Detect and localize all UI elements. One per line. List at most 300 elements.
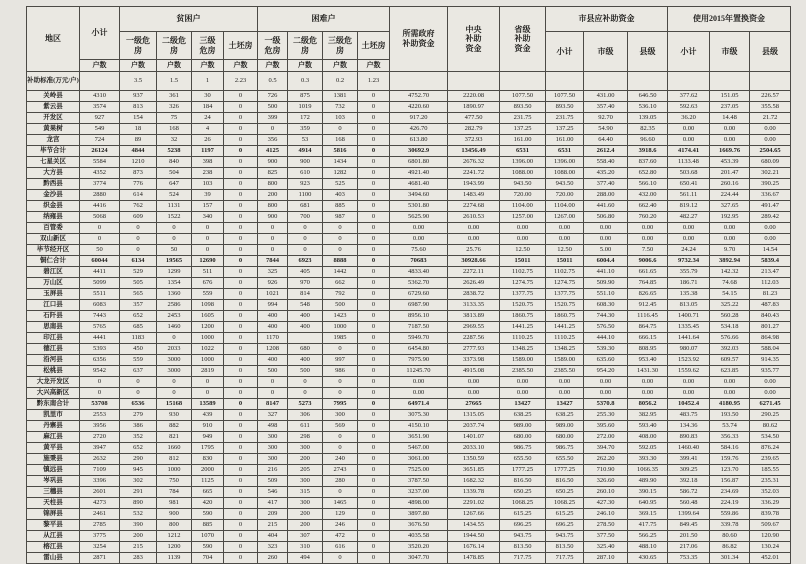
- value-cell: 3574: [80, 102, 120, 113]
- value-cell: 483.75: [668, 410, 710, 421]
- value-cell: 0: [358, 443, 390, 454]
- value-cell: 1442: [323, 267, 358, 278]
- value-cell: 283: [120, 553, 157, 564]
- value-cell: 15168: [157, 399, 192, 410]
- value-cell: 1104.00: [546, 201, 584, 212]
- value-cell: 80.60: [710, 531, 750, 542]
- value-cell: 390: [120, 520, 157, 531]
- value-cell: 1350.59: [448, 454, 500, 465]
- value-cell: 15011: [546, 256, 584, 267]
- table-row: [27, 289, 791, 300]
- value-cell: 352: [120, 432, 157, 443]
- value-cell: 309.25: [668, 465, 710, 476]
- value-cell: 885: [323, 201, 358, 212]
- value-cell: 400: [258, 311, 288, 322]
- value-cell: 1110.25: [500, 333, 546, 344]
- value-cell: 1943.99: [448, 179, 500, 190]
- value-cell: 1315.05: [448, 410, 500, 421]
- value-cell: 32: [157, 135, 192, 146]
- value-cell: 0.00: [390, 377, 448, 388]
- table-row: [27, 542, 791, 553]
- value-cell: 1890.97: [448, 102, 500, 113]
- value-cell: 0: [358, 542, 390, 553]
- value-cell: 4681.40: [390, 179, 448, 190]
- value-cell: 614: [120, 190, 157, 201]
- header-households: 户数: [157, 60, 192, 72]
- value-cell: 588.04: [750, 344, 791, 355]
- region-cell: 沿河县: [27, 355, 80, 366]
- value-cell: 5301.80: [390, 201, 448, 212]
- value-cell: 0.00: [500, 377, 546, 388]
- value-cell: 0.00: [448, 223, 500, 234]
- region-cell: 榕江县: [27, 542, 80, 553]
- value-cell: 12.50: [500, 245, 546, 256]
- value-cell: 300: [288, 498, 323, 509]
- table-row: [27, 344, 791, 355]
- table-row: [27, 333, 791, 344]
- value-cell: 1423: [323, 311, 358, 322]
- value-cell: 994: [258, 300, 288, 311]
- value-cell: 404: [258, 531, 288, 542]
- value-cell: 8147: [258, 399, 288, 410]
- value-cell: 184: [192, 102, 224, 113]
- value-cell: 290.25: [750, 410, 791, 421]
- value-cell: 665: [192, 487, 224, 498]
- value-cell: 0: [358, 366, 390, 377]
- region-cell: 黔东南合计: [27, 399, 80, 410]
- value-cell: 1274.75: [546, 278, 584, 289]
- value-cell: 1274.75: [500, 278, 546, 289]
- value-cell: 0.00: [710, 377, 750, 388]
- value-cell: 3254: [80, 542, 120, 553]
- value-cell: 1102.75: [546, 267, 584, 278]
- value-cell: 615.25: [500, 509, 546, 520]
- value-cell: 3396: [80, 476, 120, 487]
- value-cell: 900: [288, 157, 323, 168]
- value-cell: 2272.11: [448, 267, 500, 278]
- value-cell: 0: [358, 113, 390, 124]
- value-cell: 666.15: [628, 333, 668, 344]
- value-cell: 300: [258, 443, 288, 454]
- value-cell: 0: [358, 267, 390, 278]
- value-cell: 1676.14: [448, 542, 500, 553]
- value-cell: 154: [120, 113, 157, 124]
- header-diff-grade2: 二级危房: [288, 32, 323, 60]
- value-cell: 6729.60: [390, 289, 448, 300]
- value-cell: 0: [80, 377, 120, 388]
- value-cell: 611: [288, 421, 323, 432]
- header-subtotal: 小计: [80, 7, 120, 60]
- value-cell: 2241.72: [448, 168, 500, 179]
- value-cell: 2385.50: [500, 366, 546, 377]
- value-cell: 1200: [157, 542, 192, 553]
- value-cell: 2612.4: [584, 146, 628, 157]
- value-cell: 0: [323, 344, 358, 355]
- value-cell: 559: [192, 289, 224, 300]
- value-cell: 0: [224, 157, 258, 168]
- value-cell: 491.47: [750, 201, 791, 212]
- table-row: [27, 168, 791, 179]
- value-cell: 0.00: [668, 124, 710, 135]
- value-cell: 0.00: [500, 223, 546, 234]
- value-cell: 200: [258, 190, 288, 201]
- header-replacement-group: 使用2015年置换资金: [668, 7, 791, 32]
- table-row: [27, 245, 791, 256]
- value-cell: 2291.02: [448, 498, 500, 509]
- region-cell: 碧江区: [27, 267, 80, 278]
- value-cell: 655.50: [500, 454, 546, 465]
- value-cell: 590: [192, 509, 224, 520]
- value-cell: 0: [358, 102, 390, 113]
- value-cell: 0: [358, 487, 390, 498]
- value-cell: [584, 72, 628, 91]
- value-cell: 417.75: [628, 520, 668, 531]
- value-cell: 764.85: [628, 278, 668, 289]
- value-cell: 0: [192, 377, 224, 388]
- header-households: 户数: [224, 60, 258, 72]
- value-cell: 1257.00: [500, 212, 546, 223]
- value-cell: 302: [120, 476, 157, 487]
- value-cell: 327: [258, 410, 288, 421]
- value-cell: 7844: [258, 256, 288, 267]
- value-cell: 326.60: [584, 476, 628, 487]
- value-cell: 2969.55: [448, 322, 500, 333]
- value-cell: 1000: [192, 333, 224, 344]
- value-cell: 0: [288, 388, 323, 399]
- header-cc-county: 县级: [628, 32, 668, 72]
- value-cell: 893.50: [500, 102, 546, 113]
- value-cell: 0: [358, 190, 390, 201]
- value-cell: 0.00: [710, 223, 750, 234]
- value-cell: 2461: [80, 509, 120, 520]
- value-cell: 477.50: [448, 113, 500, 124]
- value-cell: 237.05: [710, 102, 750, 113]
- value-cell: 1483.49: [448, 190, 500, 201]
- value-cell: 943.50: [500, 179, 546, 190]
- value-cell: 19565: [157, 256, 192, 267]
- value-cell: 0: [80, 388, 120, 399]
- value-cell: 0: [224, 553, 258, 564]
- value-cell: 0: [358, 300, 390, 311]
- value-cell: 534.18: [710, 322, 750, 333]
- header-rep-subtotal: 小计: [668, 32, 710, 72]
- value-cell: 500: [258, 102, 288, 113]
- value-cell: 4915.08: [448, 366, 500, 377]
- value-cell: 0: [157, 234, 192, 245]
- value-cell: 0: [288, 223, 323, 234]
- value-cell: 235.31: [750, 476, 791, 487]
- value-cell: 0.00: [390, 234, 448, 245]
- value-cell: 417: [258, 498, 288, 509]
- value-cell: 1021: [258, 289, 288, 300]
- value-cell: 525: [323, 179, 358, 190]
- value-cell: 914.35: [750, 355, 791, 366]
- value-cell: 392.18: [668, 476, 710, 487]
- value-cell: 1460.40: [668, 443, 710, 454]
- value-cell: 339.78: [710, 520, 750, 531]
- value-cell: 12.50: [546, 245, 584, 256]
- value-cell: 926: [258, 278, 288, 289]
- value-cell: 0: [157, 333, 192, 344]
- value-cell: 717.75: [500, 553, 546, 564]
- value-cell: 1348.25: [500, 344, 546, 355]
- value-cell: 246.10: [584, 509, 628, 520]
- value-cell: 390.25: [750, 179, 791, 190]
- value-cell: 8888: [323, 256, 358, 267]
- value-cell: 0: [192, 223, 224, 234]
- value-cell: 0: [157, 223, 192, 234]
- value-cell: 6083: [80, 300, 120, 311]
- value-cell: 534.50: [750, 432, 791, 443]
- value-cell: 399: [258, 113, 288, 124]
- value-cell: 30928.66: [448, 256, 500, 267]
- value-cell: 0: [157, 388, 192, 399]
- value-cell: 3775: [80, 531, 120, 542]
- value-cell: 0: [358, 256, 390, 267]
- value-cell: 0: [224, 366, 258, 377]
- value-cell: 720.00: [546, 190, 584, 201]
- value-cell: [668, 72, 710, 91]
- value-cell: 2033: [157, 344, 192, 355]
- value-cell: 0: [224, 102, 258, 113]
- value-cell: 509: [258, 476, 288, 487]
- value-cell: 1212: [157, 531, 192, 542]
- value-cell: 200: [288, 520, 323, 531]
- value-cell: 64.40: [584, 135, 628, 146]
- table-row: [27, 322, 791, 333]
- value-cell: 849.45: [668, 520, 710, 531]
- table-sheet: [26, 6, 791, 564]
- value-cell: 561.11: [668, 190, 710, 201]
- value-cell: 0: [192, 234, 224, 245]
- value-cell: 103: [192, 179, 224, 190]
- value-cell: 0: [323, 388, 358, 399]
- table-row: [27, 124, 791, 135]
- value-cell: 13456.49: [448, 146, 500, 157]
- value-cell: 356.33: [710, 432, 750, 443]
- value-cell: 0: [323, 432, 358, 443]
- value-cell: 0: [358, 553, 390, 564]
- value-cell: 1434: [323, 157, 358, 168]
- value-cell: 989.00: [546, 421, 584, 432]
- value-cell: 142.32: [710, 267, 750, 278]
- value-cell: 0.00: [668, 135, 710, 146]
- value-cell: 24.24: [668, 245, 710, 256]
- value-cell: 310: [288, 542, 323, 553]
- value-cell: 6801.80: [390, 157, 448, 168]
- value-cell: 0: [224, 146, 258, 157]
- value-cell: 7995: [323, 399, 358, 410]
- value-cell: 0: [358, 498, 390, 509]
- value-cell: 986: [323, 366, 358, 377]
- region-cell: 麻江县: [27, 432, 80, 443]
- value-cell: 0: [224, 520, 258, 531]
- value-cell: 4921.40: [390, 168, 448, 179]
- value-cell: 2720: [80, 432, 120, 443]
- value-cell: 0.00: [546, 377, 584, 388]
- value-cell: 3947: [80, 443, 120, 454]
- value-cell: 7525.00: [390, 465, 448, 476]
- value-cell: 426.70: [390, 124, 448, 135]
- value-cell: 1102.75: [500, 267, 546, 278]
- value-cell: 359: [288, 124, 323, 135]
- value-cell: 943.75: [500, 531, 546, 542]
- value-cell: 837.60: [628, 157, 668, 168]
- value-cell: 137.25: [546, 124, 584, 135]
- value-cell: 813.50: [546, 542, 584, 553]
- value-cell: 592.05: [628, 443, 668, 454]
- region-cell: 江口县: [27, 300, 80, 311]
- value-cell: 0: [224, 234, 258, 245]
- value-cell: 2871: [80, 553, 120, 564]
- value-cell: [710, 72, 750, 91]
- value-cell: 54.15: [710, 289, 750, 300]
- value-cell: 224.19: [710, 498, 750, 509]
- value-cell: 300: [288, 443, 323, 454]
- region-cell: 大兴高新区: [27, 388, 80, 399]
- value-cell: 610: [288, 168, 323, 179]
- value-cell: 650.25: [500, 487, 546, 498]
- value-cell: 680: [288, 344, 323, 355]
- value-cell: 637: [120, 366, 157, 377]
- table-body: [27, 72, 791, 564]
- value-cell: 0: [358, 355, 390, 366]
- region-cell: 天柱县: [27, 498, 80, 509]
- table-row: [27, 146, 791, 157]
- value-cell: 386: [120, 421, 157, 432]
- region-cell: 印江县: [27, 333, 80, 344]
- region-cell: 玉屏县: [27, 289, 80, 300]
- value-cell: 157: [192, 201, 224, 212]
- value-cell: 4352: [80, 168, 120, 179]
- region-cell: 丹寨县: [27, 421, 80, 432]
- value-cell: 910: [192, 421, 224, 432]
- value-cell: 750: [157, 476, 192, 487]
- value-cell: 1088.00: [546, 168, 584, 179]
- value-cell: 0: [323, 223, 358, 234]
- value-cell: 1070: [192, 531, 224, 542]
- value-cell: 0: [80, 234, 120, 245]
- value-cell: 732: [323, 102, 358, 113]
- value-cell: 372.93: [448, 135, 500, 146]
- value-cell: 937: [120, 91, 157, 102]
- value-cell: 0: [120, 223, 157, 234]
- value-cell: 5393: [80, 344, 120, 355]
- region-cell: 补助标准(万元/户): [27, 72, 80, 91]
- value-cell: 6454.80: [390, 344, 448, 355]
- value-cell: 873: [120, 168, 157, 179]
- value-cell: 86.82: [710, 542, 750, 553]
- value-cell: 0: [224, 190, 258, 201]
- value-cell: 369.15: [628, 509, 668, 520]
- value-cell: 800: [157, 520, 192, 531]
- value-cell: 298: [288, 432, 323, 443]
- value-cell: 503.68: [668, 168, 710, 179]
- header-rep-county: 县级: [750, 32, 791, 72]
- value-cell: 4441: [80, 333, 120, 344]
- region-cell: 铜仁合计: [27, 256, 80, 267]
- value-cell: 1985: [323, 333, 358, 344]
- value-cell: 801.27: [750, 322, 791, 333]
- value-cell: 186.71: [668, 278, 710, 289]
- value-cell: 288.00: [584, 190, 628, 201]
- value-cell: 0: [224, 201, 258, 212]
- value-cell: 3520.20: [390, 542, 448, 553]
- value-cell: 0.00: [500, 234, 546, 245]
- region-cell: 石阡县: [27, 311, 80, 322]
- value-cell: 685: [120, 322, 157, 333]
- value-cell: 800: [258, 179, 288, 190]
- value-cell: 0: [258, 234, 288, 245]
- value-cell: 546: [258, 487, 288, 498]
- value-cell: 646.50: [628, 91, 668, 102]
- value-cell: 930: [157, 410, 192, 421]
- value-cell: 300: [323, 410, 358, 421]
- value-cell: 0.5: [258, 72, 288, 91]
- value-cell: 1098: [192, 300, 224, 311]
- header-households: 户数: [258, 60, 288, 72]
- value-cell: 576.50: [584, 322, 628, 333]
- value-cell: 4180.95: [710, 399, 750, 410]
- value-cell: 876.24: [750, 443, 791, 454]
- value-cell: 1381: [323, 91, 358, 102]
- table-row: [27, 223, 791, 234]
- value-cell: 0: [358, 322, 390, 333]
- value-cell: 4844: [120, 146, 157, 157]
- value-cell: 5099: [80, 278, 120, 289]
- value-cell: 0: [358, 344, 390, 355]
- value-cell: 0: [224, 322, 258, 333]
- value-cell: 776: [120, 179, 157, 190]
- value-cell: 0: [120, 234, 157, 245]
- table-row: [27, 102, 791, 113]
- value-cell: 2586: [157, 300, 192, 311]
- value-cell: 355.79: [668, 267, 710, 278]
- value-cell: 840.43: [750, 311, 791, 322]
- value-cell: 0: [358, 311, 390, 322]
- region-cell: 镇远县: [27, 465, 80, 476]
- value-cell: 1282: [323, 168, 358, 179]
- value-cell: 548: [288, 300, 323, 311]
- value-cell: 0: [358, 201, 390, 212]
- value-cell: 935.77: [750, 366, 791, 377]
- value-cell: 420: [192, 498, 224, 509]
- value-cell: 0: [323, 553, 358, 564]
- value-cell: 13427: [546, 399, 584, 410]
- value-cell: 3237.00: [390, 487, 448, 498]
- value-cell: 813.05: [668, 300, 710, 311]
- value-cell: 0.00: [710, 234, 750, 245]
- value-cell: 1669.76: [710, 146, 750, 157]
- value-cell: 0: [224, 531, 258, 542]
- value-cell: 2037.74: [448, 421, 500, 432]
- value-cell: 26124: [80, 146, 120, 157]
- value-cell: 1077.50: [546, 91, 584, 102]
- value-cell: 262.20: [584, 454, 628, 465]
- value-cell: 5238: [157, 146, 192, 157]
- value-cell: 1589.00: [546, 355, 584, 366]
- value-cell: 593.40: [628, 421, 668, 432]
- region-cell: 三穗县: [27, 487, 80, 498]
- value-cell: 70683: [390, 256, 448, 267]
- value-cell: 0.00: [668, 234, 710, 245]
- value-cell: 551.10: [584, 289, 628, 300]
- header-cc-subtotal: 小计: [546, 32, 584, 72]
- value-cell: 403: [323, 190, 358, 201]
- value-cell: 4: [192, 124, 224, 135]
- value-cell: [500, 72, 546, 91]
- value-cell: 0: [80, 223, 120, 234]
